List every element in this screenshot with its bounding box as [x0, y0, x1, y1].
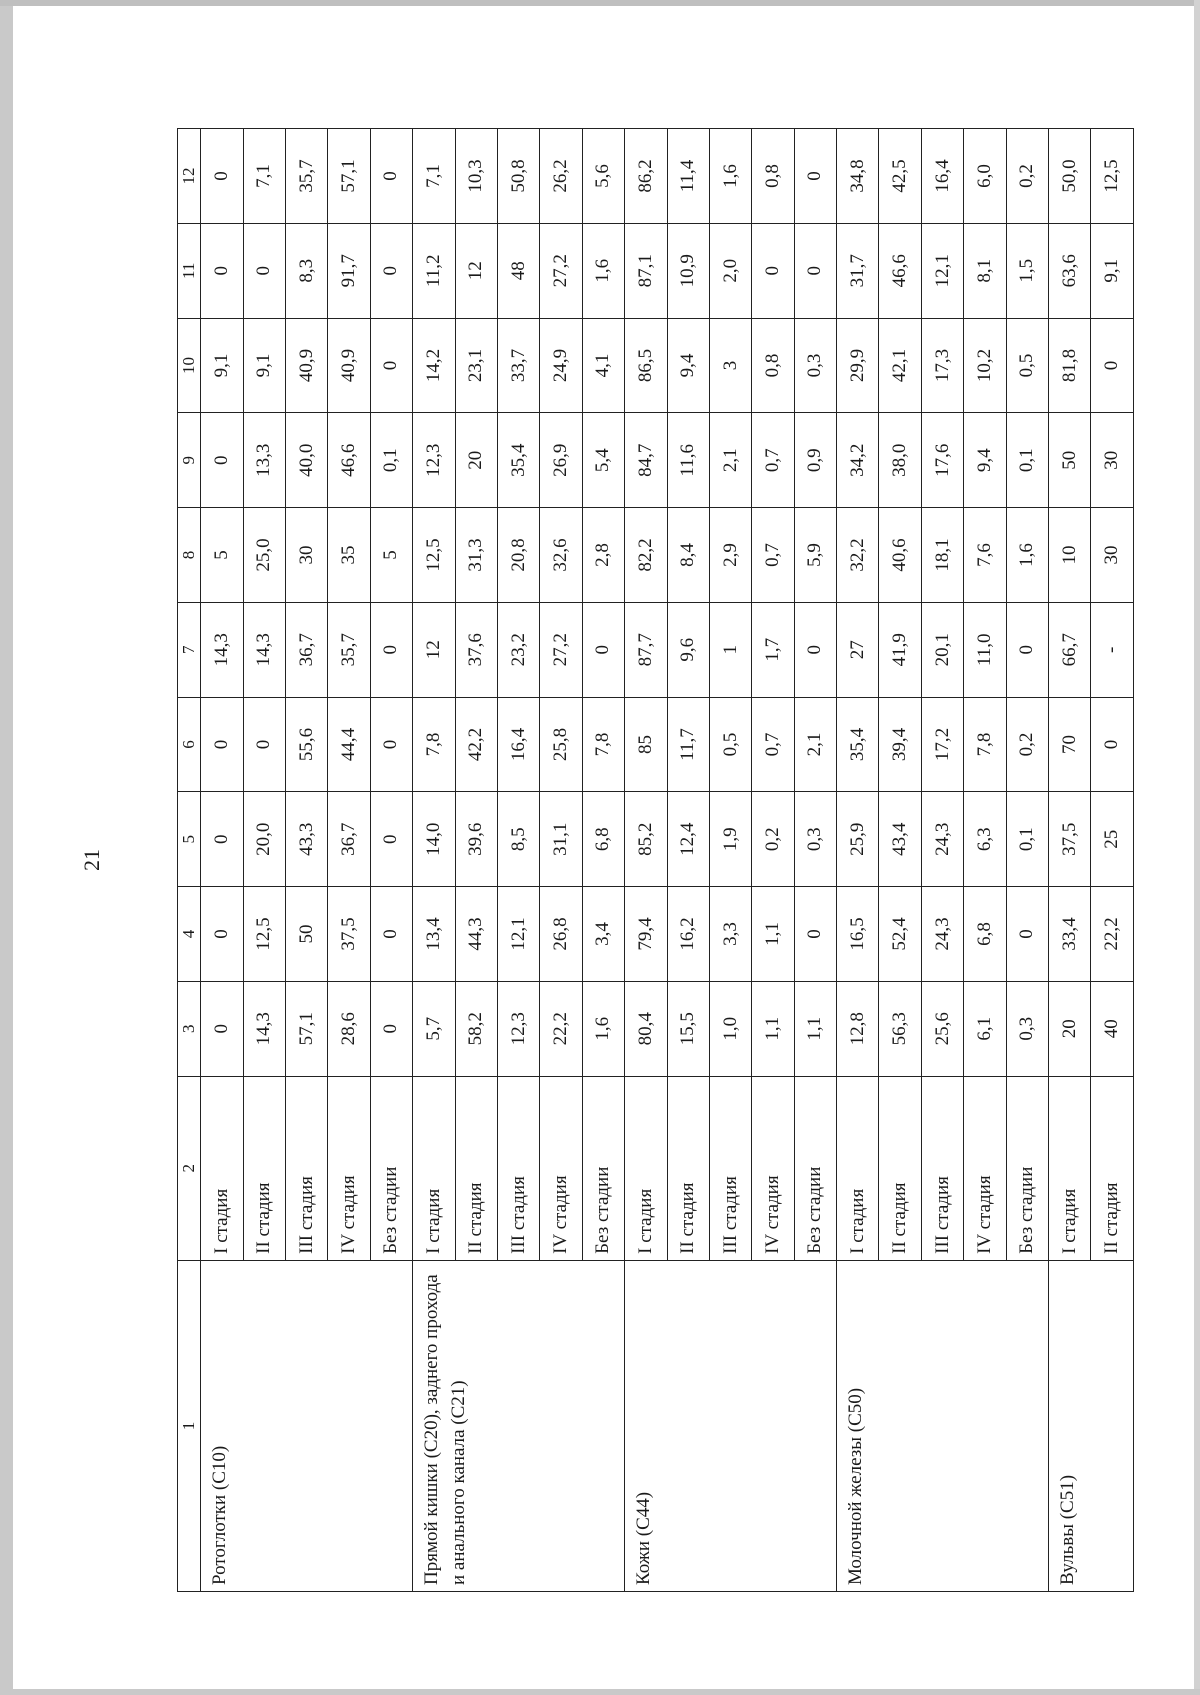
organ-cell: Кожи (С44): [625, 1260, 837, 1591]
value-cell: 1,6: [582, 223, 624, 318]
value-cell: 0: [1091, 318, 1134, 413]
stage-cell: IV стадия: [964, 1076, 1006, 1260]
value-cell: 50,8: [497, 129, 539, 224]
column-header: 1: [178, 1260, 201, 1591]
value-cell: 52,4: [879, 887, 921, 982]
value-cell: 9,4: [667, 318, 709, 413]
value-cell: 44,4: [328, 697, 370, 792]
value-cell: 17,2: [921, 697, 963, 792]
value-cell: 43,4: [879, 792, 921, 887]
stage-cell: III стадия: [497, 1076, 539, 1260]
value-cell: 80,4: [625, 981, 667, 1076]
value-cell: 25,9: [837, 792, 879, 887]
value-cell: 0: [1006, 887, 1048, 982]
value-cell: 56,3: [879, 981, 921, 1076]
value-cell: 4,1: [582, 318, 624, 413]
value-cell: 35: [328, 508, 370, 603]
value-cell: 38,0: [879, 413, 921, 508]
value-cell: 28,6: [328, 981, 370, 1076]
value-cell: 85: [625, 697, 667, 792]
value-cell: 30: [1091, 413, 1134, 508]
value-cell: 0: [582, 602, 624, 697]
value-cell: 0: [752, 223, 794, 318]
value-cell: 17,3: [921, 318, 963, 413]
value-cell: 1,7: [752, 602, 794, 697]
value-cell: 10,2: [964, 318, 1006, 413]
value-cell: 42,1: [879, 318, 921, 413]
stage-cell: II стадия: [1091, 1076, 1134, 1260]
organ-cell: Ротоглотки (С10): [201, 1260, 413, 1591]
value-cell: 12,3: [413, 413, 455, 508]
value-cell: 0: [370, 887, 412, 982]
value-cell: 0,1: [1006, 792, 1048, 887]
value-cell: 0: [794, 887, 836, 982]
value-cell: 39,4: [879, 697, 921, 792]
value-cell: 82,2: [625, 508, 667, 603]
value-cell: 46,6: [879, 223, 921, 318]
value-cell: 12,8: [837, 981, 879, 1076]
column-header: 9: [178, 413, 201, 508]
value-cell: 33,7: [497, 318, 539, 413]
value-cell: 1,5: [1006, 223, 1048, 318]
value-cell: 1,1: [752, 887, 794, 982]
value-cell: 1,1: [794, 981, 836, 1076]
value-cell: 24,9: [540, 318, 582, 413]
value-cell: 0,3: [794, 792, 836, 887]
value-cell: 12: [455, 223, 497, 318]
value-cell: 9,1: [201, 318, 243, 413]
scan-bottom-edge: [0, 1689, 1200, 1695]
value-cell: 12: [413, 602, 455, 697]
value-cell: 9,1: [243, 318, 285, 413]
stage-cell: IV стадия: [328, 1076, 370, 1260]
value-cell: 85,2: [625, 792, 667, 887]
value-cell: 26,8: [540, 887, 582, 982]
value-cell: 0,2: [752, 792, 794, 887]
value-cell: 37,5: [1049, 792, 1091, 887]
value-cell: 11,7: [667, 697, 709, 792]
column-header: 10: [178, 318, 201, 413]
value-cell: 24,3: [921, 887, 963, 982]
value-cell: 11,4: [667, 129, 709, 224]
value-cell: 15,5: [667, 981, 709, 1076]
value-cell: 3: [709, 318, 751, 413]
value-cell: 17,6: [921, 413, 963, 508]
value-cell: 39,6: [455, 792, 497, 887]
value-cell: 14,0: [413, 792, 455, 887]
value-cell: 20,1: [921, 602, 963, 697]
value-cell: 0,7: [752, 697, 794, 792]
value-cell: 32,2: [837, 508, 879, 603]
value-cell: 1,0: [709, 981, 751, 1076]
value-cell: 11,2: [413, 223, 455, 318]
value-cell: 34,8: [837, 129, 879, 224]
value-cell: 0: [201, 413, 243, 508]
value-cell: 6,0: [964, 129, 1006, 224]
value-cell: 42,2: [455, 697, 497, 792]
value-cell: 27,2: [540, 223, 582, 318]
value-cell: 79,4: [625, 887, 667, 982]
value-cell: 0: [201, 792, 243, 887]
value-cell: 11,0: [964, 602, 1006, 697]
value-cell: 0,2: [1006, 129, 1048, 224]
scan-top-edge: [0, 0, 1200, 6]
value-cell: 1,6: [582, 981, 624, 1076]
value-cell: 22,2: [540, 981, 582, 1076]
value-cell: 0,9: [794, 413, 836, 508]
stage-cell: IV стадия: [540, 1076, 582, 1260]
table-body: [178, 129, 1134, 1592]
value-cell: 12,1: [497, 887, 539, 982]
value-cell: 8,4: [667, 508, 709, 603]
value-cell: 37,5: [328, 887, 370, 982]
value-cell: 2,0: [709, 223, 751, 318]
value-cell: 0: [201, 223, 243, 318]
value-cell: 0: [243, 697, 285, 792]
stage-distribution-table: [177, 128, 1134, 1592]
value-cell: 25,6: [921, 981, 963, 1076]
table-container: [177, 128, 1134, 1592]
stage-cell: Без стадии: [1006, 1076, 1048, 1260]
column-header: 12: [178, 129, 201, 224]
value-cell: 14,3: [201, 602, 243, 697]
value-cell: 32,6: [540, 508, 582, 603]
value-cell: 0: [794, 602, 836, 697]
value-cell: 58,2: [455, 981, 497, 1076]
value-cell: 6,8: [964, 887, 1006, 982]
value-cell: 14,3: [243, 602, 285, 697]
table-row: [413, 129, 455, 1592]
stage-cell: II стадия: [455, 1076, 497, 1260]
value-cell: 16,4: [497, 697, 539, 792]
column-header: 4: [178, 887, 201, 982]
value-cell: 12,1: [921, 223, 963, 318]
value-cell: 12,4: [667, 792, 709, 887]
value-cell: 13,3: [243, 413, 285, 508]
value-cell: 30: [1091, 508, 1134, 603]
value-cell: -: [1091, 602, 1134, 697]
value-cell: 48: [497, 223, 539, 318]
value-cell: 16,5: [837, 887, 879, 982]
value-cell: 7,8: [964, 697, 1006, 792]
value-cell: 10,3: [455, 129, 497, 224]
value-cell: 31,7: [837, 223, 879, 318]
value-cell: 20,8: [497, 508, 539, 603]
value-cell: 2,1: [794, 697, 836, 792]
value-cell: 0: [370, 697, 412, 792]
value-cell: 5,4: [582, 413, 624, 508]
page-number: 21: [79, 849, 104, 871]
value-cell: 20: [455, 413, 497, 508]
value-cell: 20: [1049, 981, 1091, 1076]
value-cell: 2,1: [709, 413, 751, 508]
value-cell: 1,9: [709, 792, 751, 887]
value-cell: 0: [370, 981, 412, 1076]
value-cell: 9,1: [1091, 223, 1134, 318]
value-cell: 5,9: [794, 508, 836, 603]
stage-cell: II стадия: [667, 1076, 709, 1260]
value-cell: 0: [370, 223, 412, 318]
value-cell: 5,7: [413, 981, 455, 1076]
value-cell: 23,1: [455, 318, 497, 413]
value-cell: 0: [370, 792, 412, 887]
value-cell: 0: [370, 602, 412, 697]
value-cell: 63,6: [1049, 223, 1091, 318]
value-cell: 0: [201, 129, 243, 224]
value-cell: 86,5: [625, 318, 667, 413]
value-cell: 0,8: [752, 318, 794, 413]
value-cell: 0,7: [752, 508, 794, 603]
column-header: 8: [178, 508, 201, 603]
value-cell: 5: [201, 508, 243, 603]
value-cell: 66,7: [1049, 602, 1091, 697]
value-cell: 87,1: [625, 223, 667, 318]
column-header: 6: [178, 697, 201, 792]
value-cell: 35,4: [837, 697, 879, 792]
value-cell: 0,7: [752, 413, 794, 508]
value-cell: 0,5: [709, 697, 751, 792]
value-cell: 1: [709, 602, 751, 697]
table-rotator: [177, 128, 1134, 1592]
value-cell: 42,5: [879, 129, 921, 224]
value-cell: 70: [1049, 697, 1091, 792]
value-cell: 14,2: [413, 318, 455, 413]
value-cell: 3,3: [709, 887, 751, 982]
stage-cell: I стадия: [1049, 1076, 1091, 1260]
value-cell: 0: [370, 318, 412, 413]
value-cell: 26,9: [540, 413, 582, 508]
value-cell: 3,4: [582, 887, 624, 982]
value-cell: 0: [201, 697, 243, 792]
value-cell: 25,0: [243, 508, 285, 603]
value-cell: 1,6: [709, 129, 751, 224]
table-row: [837, 129, 879, 1592]
value-cell: 0,1: [1006, 413, 1048, 508]
value-cell: 29,9: [837, 318, 879, 413]
value-cell: 8,1: [964, 223, 1006, 318]
value-cell: 87,7: [625, 602, 667, 697]
organ-cell: Молочной железы (С50): [837, 1260, 1049, 1591]
stage-cell: II стадия: [243, 1076, 285, 1260]
table-row: [201, 129, 243, 1592]
stage-cell: I стадия: [625, 1076, 667, 1260]
value-cell: 84,7: [625, 413, 667, 508]
value-cell: 0: [1006, 602, 1048, 697]
value-cell: 41,9: [879, 602, 921, 697]
value-cell: 50: [285, 887, 327, 982]
value-cell: 0: [794, 129, 836, 224]
value-cell: 23,2: [497, 602, 539, 697]
value-cell: 57,1: [328, 129, 370, 224]
value-cell: 36,7: [285, 602, 327, 697]
value-cell: 8,3: [285, 223, 327, 318]
value-cell: 34,2: [837, 413, 879, 508]
value-cell: 18,1: [921, 508, 963, 603]
value-cell: 16,2: [667, 887, 709, 982]
value-cell: 2,9: [709, 508, 751, 603]
value-cell: 0: [201, 887, 243, 982]
column-header: 2: [178, 1076, 201, 1260]
value-cell: 33,4: [1049, 887, 1091, 982]
value-cell: 50,0: [1049, 129, 1091, 224]
value-cell: 27: [837, 602, 879, 697]
value-cell: 5,6: [582, 129, 624, 224]
value-cell: 0: [1091, 697, 1134, 792]
scan-left-edge: [0, 0, 13, 1695]
table-row: [625, 129, 667, 1592]
value-cell: 0,2: [1006, 697, 1048, 792]
value-cell: 0: [370, 129, 412, 224]
table-row: [1049, 129, 1091, 1592]
value-cell: 35,7: [328, 602, 370, 697]
value-cell: 7,8: [582, 697, 624, 792]
stage-cell: II стадия: [879, 1076, 921, 1260]
value-cell: 37,6: [455, 602, 497, 697]
value-cell: 7,6: [964, 508, 1006, 603]
value-cell: 86,2: [625, 129, 667, 224]
stage-cell: IV стадия: [752, 1076, 794, 1260]
value-cell: 5: [370, 508, 412, 603]
value-cell: 12,5: [1091, 129, 1134, 224]
value-cell: 30: [285, 508, 327, 603]
value-cell: 44,3: [455, 887, 497, 982]
value-cell: 12,3: [497, 981, 539, 1076]
value-cell: 7,8: [413, 697, 455, 792]
column-header: 11: [178, 223, 201, 318]
value-cell: 0,8: [752, 129, 794, 224]
value-cell: 50: [1049, 413, 1091, 508]
value-cell: 40: [1091, 981, 1134, 1076]
value-cell: 35,7: [285, 129, 327, 224]
value-cell: 10,9: [667, 223, 709, 318]
stage-cell: I стадия: [837, 1076, 879, 1260]
scan-right-edge: [1194, 0, 1200, 1695]
value-cell: 6,1: [964, 981, 1006, 1076]
column-header: 5: [178, 792, 201, 887]
value-cell: 12,5: [243, 887, 285, 982]
value-cell: 26,2: [540, 129, 582, 224]
value-cell: 9,6: [667, 602, 709, 697]
stage-cell: III стадия: [921, 1076, 963, 1260]
value-cell: 0: [794, 223, 836, 318]
value-cell: 25,8: [540, 697, 582, 792]
value-cell: 6,3: [964, 792, 1006, 887]
value-cell: 0,3: [794, 318, 836, 413]
stage-cell: III стадия: [285, 1076, 327, 1260]
stage-cell: Без стадии: [794, 1076, 836, 1260]
value-cell: 12,5: [413, 508, 455, 603]
value-cell: 6,8: [582, 792, 624, 887]
value-cell: 46,6: [328, 413, 370, 508]
value-cell: 81,8: [1049, 318, 1091, 413]
value-cell: 0,3: [1006, 981, 1048, 1076]
value-cell: 22,2: [1091, 887, 1134, 982]
value-cell: 11,6: [667, 413, 709, 508]
stage-cell: Без стадии: [370, 1076, 412, 1260]
value-cell: 20,0: [243, 792, 285, 887]
value-cell: 16,4: [921, 129, 963, 224]
value-cell: 9,4: [964, 413, 1006, 508]
value-cell: 43,3: [285, 792, 327, 887]
value-cell: 40,0: [285, 413, 327, 508]
stage-cell: I стадия: [201, 1076, 243, 1260]
value-cell: 91,7: [328, 223, 370, 318]
value-cell: 55,6: [285, 697, 327, 792]
value-cell: 0: [201, 981, 243, 1076]
value-cell: 40,9: [328, 318, 370, 413]
value-cell: 0: [243, 223, 285, 318]
value-cell: 0,1: [370, 413, 412, 508]
value-cell: 27,2: [540, 602, 582, 697]
value-cell: 13,4: [413, 887, 455, 982]
value-cell: 2,8: [582, 508, 624, 603]
value-cell: 40,9: [285, 318, 327, 413]
value-cell: 7,1: [413, 129, 455, 224]
column-header: 3: [178, 981, 201, 1076]
stage-cell: I стадия: [413, 1076, 455, 1260]
value-cell: 36,7: [328, 792, 370, 887]
value-cell: 8,5: [497, 792, 539, 887]
value-cell: 24,3: [921, 792, 963, 887]
organ-cell: Прямой кишки (С20), заднего прохода и анального канала (С21): [413, 1260, 625, 1591]
value-cell: 35,4: [497, 413, 539, 508]
column-header: 7: [178, 602, 201, 697]
organ-cell: Вульвы (С51): [1049, 1260, 1134, 1591]
value-cell: 1,1: [752, 981, 794, 1076]
table-header-row: [178, 129, 201, 1592]
value-cell: 10: [1049, 508, 1091, 603]
value-cell: 31,3: [455, 508, 497, 603]
value-cell: 31,1: [540, 792, 582, 887]
value-cell: 0,5: [1006, 318, 1048, 413]
value-cell: 57,1: [285, 981, 327, 1076]
value-cell: 14,3: [243, 981, 285, 1076]
value-cell: 1,6: [1006, 508, 1048, 603]
stage-cell: III стадия: [709, 1076, 751, 1260]
stage-cell: Без стадии: [582, 1076, 624, 1260]
value-cell: 7,1: [243, 129, 285, 224]
value-cell: 40,6: [879, 508, 921, 603]
value-cell: 25: [1091, 792, 1134, 887]
